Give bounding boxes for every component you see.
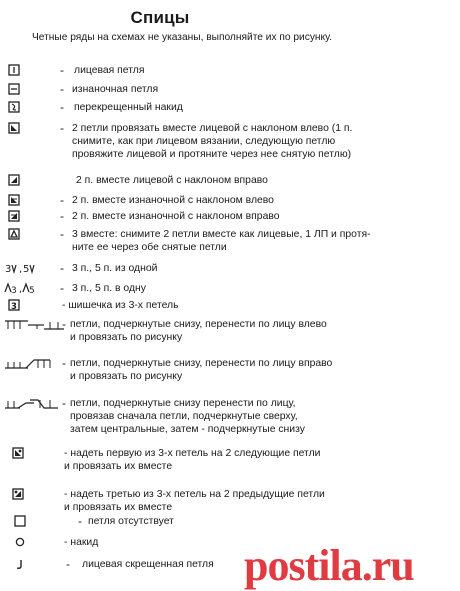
cable-left-icon — [4, 318, 66, 336]
legend-description — [72, 83, 158, 96]
legend-text-line: 3 п., 5 п. в одну — [72, 283, 146, 294]
legend-dash: - — [62, 396, 66, 410]
k3tog-icon — [8, 228, 20, 246]
k2tog-left-icon — [8, 122, 20, 140]
legend-description — [76, 174, 268, 187]
legend-text-line: - шишечка из 3-х петель — [62, 300, 179, 311]
legend-dash: - — [60, 261, 64, 275]
legend-description — [88, 515, 174, 528]
legend-text-line: лицевая скрещенная петля — [82, 559, 214, 570]
svg-text:3: 3 — [11, 302, 17, 312]
legend-dash: - — [62, 317, 66, 331]
legend-text-line: перекрещенный накид — [74, 102, 183, 113]
legend-dash: - — [60, 100, 64, 114]
legend-text-line: 3 п., 5 п. из одной — [72, 263, 158, 274]
legend-text-line: 2 п. вместе изнаночной с наклоном вправо — [72, 211, 280, 222]
legend-text-line: лицевая петля — [74, 65, 145, 76]
twisted-knit-icon — [14, 558, 26, 576]
decrease-3-5-icon — [4, 282, 38, 300]
bobble-icon — [8, 299, 20, 317]
k2tog-right-icon — [8, 174, 20, 192]
legend-description — [64, 447, 320, 473]
legend-description — [72, 122, 352, 161]
legend-dash: - — [60, 227, 64, 241]
legend-text-line: изнаночная петля — [72, 84, 159, 95]
purl-stitch-icon — [8, 83, 20, 101]
legend-description — [62, 299, 179, 312]
legend-text-line: и провязать их вместе — [64, 502, 173, 513]
legend-dash: - — [60, 281, 64, 295]
page-subtitle: Четные ряды на схемах не указаны, выполняйте их по рисунку. — [32, 32, 333, 43]
yarn-over-icon — [14, 536, 26, 554]
legend-text-line: 3 вместе: снимите 2 петли вместе как лицевые, 1 ЛП и протя- — [72, 229, 371, 240]
legend-dash: - — [62, 356, 66, 370]
legend-text-line: и провязать по рисунку — [70, 371, 183, 382]
svg-text:5: 5 — [23, 264, 30, 275]
legend-text-line: и провязать их вместе — [64, 461, 173, 472]
legend-description — [72, 228, 371, 254]
legend-description — [72, 210, 280, 223]
knit-stitch-icon — [8, 64, 20, 82]
legend-description — [74, 101, 183, 114]
legend-text-line: петли, подчеркнутые снизу, перенести по лицу влево — [70, 319, 327, 330]
legend-dash: - — [60, 63, 64, 77]
legend-description — [64, 536, 98, 549]
legend-description — [74, 64, 144, 77]
slip-third-icon — [12, 488, 24, 506]
legend-text-line: 2 петли провязать вместе лицевой с наклоном влево (1 п. — [72, 123, 353, 134]
legend-description — [70, 318, 327, 344]
cable-right-icon — [4, 357, 66, 375]
legend-description — [72, 282, 146, 295]
svg-text:,: , — [19, 264, 23, 275]
legend-description — [70, 397, 305, 436]
legend-text-line: ните ее через обе снятые петли — [72, 242, 227, 253]
legend-dash: - — [60, 209, 64, 223]
legend-description — [82, 558, 214, 571]
legend-text-line: петля отсутствует — [88, 516, 174, 527]
legend-text-line: - накид — [64, 537, 99, 548]
legend-text-line: 2 п. вместе лицевой с наклоном вправо — [76, 175, 268, 186]
legend-dash: - — [60, 82, 64, 96]
svg-text:5: 5 — [29, 286, 35, 295]
cable-center-icon — [4, 397, 66, 415]
legend-text-line: затем центральные, затем - подчеркнутые снизу — [70, 424, 305, 435]
legend-description — [64, 488, 325, 514]
crossed-yarn-over-icon — [8, 101, 20, 119]
legend-text-line: 2 п. вместе изнаночной с наклоном влево — [72, 195, 274, 206]
legend-description — [72, 262, 157, 275]
legend-dash: - — [78, 514, 82, 528]
svg-text:3: 3 — [11, 286, 17, 295]
legend-text-line: снимите, как при лицевом вязании, следующую петлю — [72, 136, 336, 147]
legend-description — [70, 357, 332, 383]
legend-text-line: и провязать по рисунку — [70, 332, 183, 343]
slip-first-icon — [12, 447, 24, 465]
legend-text-line: провяжите лицевой и протяните через нее снятую петлю) — [72, 149, 352, 160]
legend-text-line: петли, подчеркнутые снизу, перенести по лицу вправо — [70, 358, 333, 369]
legend-text-line: - надеть третью из 3-х петель на 2 предыдущие петли — [64, 489, 325, 500]
legend-description — [72, 194, 274, 207]
svg-text:3: 3 — [5, 264, 12, 275]
page-title: Спицы — [130, 8, 190, 27]
increase-3-5-icon — [4, 262, 38, 280]
no-stitch-icon — [14, 515, 26, 533]
legend-dash: - — [66, 557, 70, 571]
legend-text-line: - надеть первую из 3-х петель на 2 следующие петли — [64, 448, 321, 459]
legend-text-line: провязав сначала петли, подчеркнутые сверху, — [70, 411, 298, 422]
legend-text-line: петли, подчеркнутые снизу перенести по лицу, — [70, 398, 296, 409]
svg-text:,: , — [19, 284, 23, 295]
p2tog-right-icon — [8, 210, 20, 228]
legend-dash: - — [60, 193, 64, 207]
legend-dash: - — [60, 121, 64, 135]
watermark: postila.ru — [244, 541, 414, 590]
